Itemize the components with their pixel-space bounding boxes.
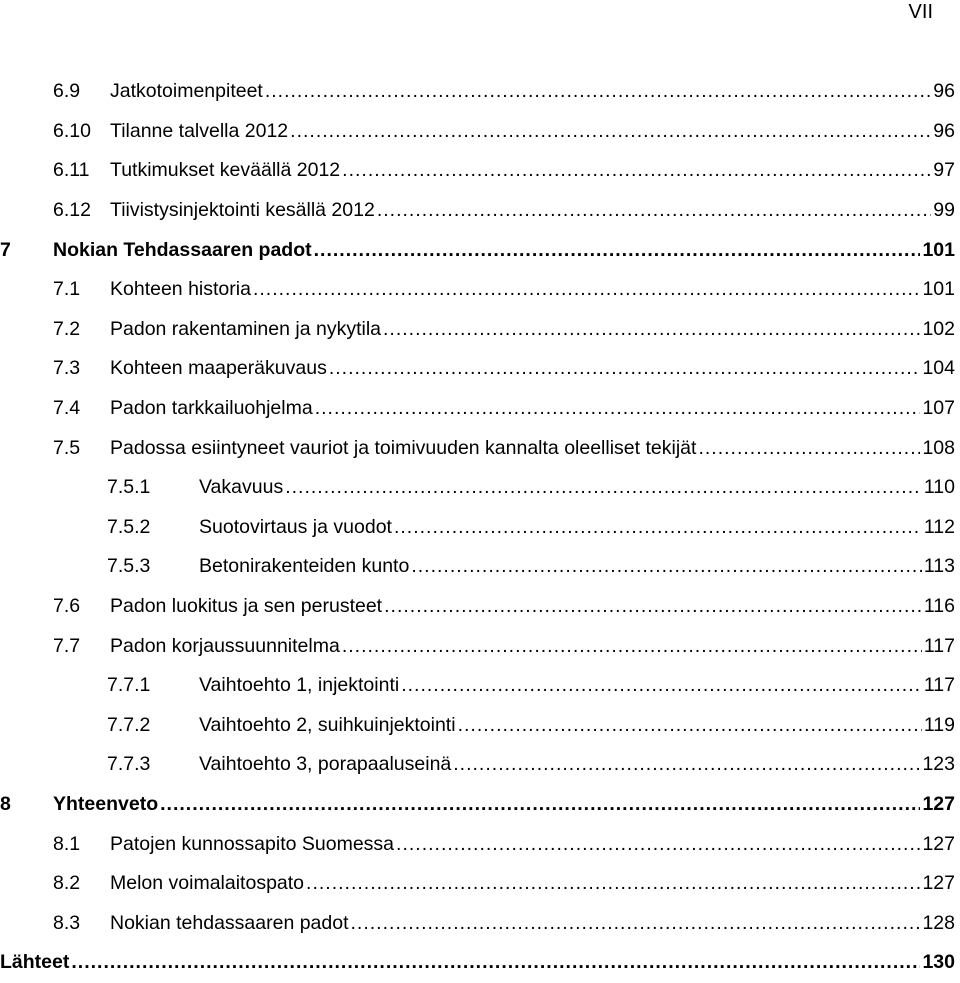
toc-entry-number: 8.3 (53, 911, 81, 934)
toc-entry[interactable] (0, 191, 955, 231)
toc-entry-page: 119 (923, 713, 955, 736)
toc-entry[interactable] (0, 626, 955, 666)
dot-leader (384, 595, 922, 618)
toc-entry-title: Melon voimalaitospato (110, 872, 305, 895)
toc-entry-title: Patojen kunnossapito Suomessa (110, 832, 395, 855)
toc-entry-title: Vaihtoehto 1, injektointi (199, 674, 400, 697)
dot-leader (453, 753, 920, 776)
toc-entry-page: 113 (923, 555, 955, 578)
toc-entry-title: Padossa esiintyneet vauriot ja toimivuuden kannalta oleelliset tekijät (110, 436, 697, 459)
dot-leader (394, 516, 922, 539)
toc-entry[interactable] (0, 547, 955, 587)
toc-entry-number: 7.5.2 (107, 515, 151, 538)
toc-entry-line (110, 833, 955, 856)
toc-entry-page: 101 (922, 278, 955, 301)
dot-leader (396, 833, 920, 856)
toc-entry-page: 123 (922, 753, 955, 776)
toc-entry-page: 101 (922, 238, 955, 261)
toc-entry[interactable] (0, 468, 955, 508)
table-of-contents (0, 72, 955, 983)
toc-entry-page: 127 (922, 832, 955, 855)
dot-leader (383, 318, 920, 341)
toc-entry-page: 102 (922, 317, 955, 340)
toc-entry-page: 108 (922, 436, 955, 459)
toc-entry-title: Kohteen maaperäkuvaus (110, 357, 327, 380)
toc-entry-title: Padon rakentaminen ja nykytila (110, 317, 381, 340)
toc-entry-title: Padon luokitus ja sen perusteet (110, 595, 383, 618)
toc-entry-number: 7.1 (53, 278, 81, 301)
toc-entry-number: 7.5.1 (107, 476, 151, 499)
toc-entry-line (53, 239, 955, 262)
toc-entry-title: Betonirakenteiden kunto (199, 555, 410, 578)
toc-entry-number: 7.5 (53, 436, 81, 459)
toc-entry-title: Padon korjaussuunnitelma (110, 634, 340, 657)
toc-entry[interactable] (0, 112, 955, 152)
toc-entry-title: Vakavuus (199, 476, 284, 499)
toc-entry-line (199, 674, 955, 697)
dot-leader (342, 635, 922, 658)
toc-entry-number: 7.4 (53, 397, 81, 420)
dot-leader (401, 674, 922, 697)
toc-entry-line (53, 793, 955, 816)
toc-entry-title: Yhteenveto (53, 792, 159, 815)
dot-leader (306, 872, 920, 895)
toc-entry[interactable] (0, 389, 955, 429)
toc-entry-page: 99 (933, 199, 955, 222)
dot-leader (290, 120, 931, 143)
toc-entry[interactable] (0, 508, 955, 548)
toc-entry[interactable] (0, 270, 955, 310)
toc-entry-line (199, 753, 955, 776)
toc-entry-line (110, 635, 955, 658)
toc-entry-title: Tutkimukset keväällä 2012 (110, 159, 341, 182)
toc-entry-number: 8 (0, 792, 11, 815)
toc-entry-number: 6.9 (53, 80, 81, 103)
dot-leader (329, 357, 921, 380)
page-number: VII (908, 1, 933, 23)
toc-entry-page: 116 (923, 595, 955, 618)
toc-entry-number: 6.12 (53, 199, 91, 222)
toc-entry[interactable] (0, 349, 955, 389)
toc-entry-page: 127 (922, 792, 955, 815)
toc-entry[interactable] (0, 943, 955, 983)
toc-entry-page: 128 (922, 911, 955, 934)
toc-entry-line (110, 357, 955, 380)
toc-entry-title: Vaihtoehto 3, porapaaluseinä (199, 753, 452, 776)
toc-entry[interactable] (0, 428, 955, 468)
toc-entry-line (110, 159, 955, 182)
toc-entry-title: Jatkotoimenpiteet (110, 80, 263, 103)
toc-entry-page: 117 (923, 674, 955, 697)
dot-leader (314, 239, 921, 262)
toc-entry-line (110, 199, 955, 222)
toc-entry-line (0, 951, 955, 974)
toc-entry-line (110, 80, 955, 103)
toc-entry-page: 130 (922, 951, 955, 974)
dot-leader (458, 714, 922, 737)
dot-leader (698, 437, 920, 460)
toc-entry[interactable] (0, 72, 955, 112)
toc-entry-number: 7.7.2 (107, 713, 151, 736)
toc-entry-page: 112 (923, 515, 955, 538)
toc-entry-number: 8.1 (53, 832, 81, 855)
toc-entry-line (110, 437, 955, 460)
toc-entry[interactable] (0, 864, 955, 904)
toc-entry-number: 8.2 (53, 872, 81, 895)
toc-entry-line (199, 516, 955, 539)
toc-entry[interactable] (0, 666, 955, 706)
toc-entry[interactable] (0, 824, 955, 864)
toc-entry-page: 96 (933, 80, 955, 103)
toc-entry[interactable] (0, 151, 955, 191)
toc-entry-number: 7.2 (53, 317, 81, 340)
toc-entry-page: 107 (922, 397, 955, 420)
toc-entry-title: Tilanne talvella 2012 (110, 119, 289, 142)
toc-entry-line (199, 476, 955, 499)
toc-entry-number: 7.7 (53, 634, 81, 657)
toc-entry-title: Nokian Tehdassaaren padot (53, 238, 312, 261)
toc-entry-line (110, 318, 955, 341)
toc-entry-title: Padon tarkkailuohjelma (110, 397, 313, 420)
toc-entry-number: 7.7.1 (107, 674, 151, 697)
toc-entry[interactable] (0, 745, 955, 785)
toc-entry-title: Suotovirtaus ja vuodot (199, 515, 392, 538)
dot-leader (160, 793, 920, 816)
toc-entry-line (110, 872, 955, 895)
toc-entry-number: 6.11 (53, 159, 90, 182)
toc-entry-line (199, 555, 955, 578)
toc-entry-line (110, 912, 955, 935)
toc-entry-number: 7.7.3 (107, 753, 151, 776)
toc-entry[interactable] (0, 587, 955, 627)
toc-entry-number: 7 (0, 238, 11, 261)
dot-leader (351, 912, 921, 935)
toc-entry-number: 7.5.3 (107, 555, 151, 578)
toc-entry-line (110, 278, 955, 301)
dot-leader (253, 278, 921, 301)
toc-entry-line (110, 595, 955, 618)
toc-entry-number: 7.6 (53, 595, 81, 618)
toc-entry-page: 110 (923, 476, 955, 499)
toc-entry-page: 96 (933, 119, 955, 142)
toc-entry-line (110, 120, 955, 143)
toc-entry-number: 7.3 (53, 357, 81, 380)
toc-entry-number: 6.10 (53, 119, 91, 142)
toc-entry-page: 117 (923, 634, 955, 657)
toc-entry-line (199, 714, 955, 737)
toc-entry[interactable] (0, 903, 955, 943)
toc-entry[interactable] (0, 230, 955, 270)
toc-entry-line (110, 397, 955, 420)
dot-leader (71, 951, 920, 974)
dot-leader (377, 199, 931, 222)
dot-leader (411, 555, 922, 578)
toc-entry-title: Lähteet (0, 951, 70, 974)
dot-leader (265, 80, 931, 103)
toc-entry-page: 104 (922, 357, 955, 380)
toc-entry[interactable] (0, 310, 955, 350)
toc-entry-page: 127 (922, 872, 955, 895)
toc-entry-page: 97 (933, 159, 955, 182)
dot-leader (285, 476, 922, 499)
toc-entry-title: Kohteen historia (110, 278, 251, 301)
dot-leader (342, 159, 931, 182)
toc-entry-title: Vaihtoehto 2, suihkuinjektointi (199, 713, 456, 736)
toc-entry[interactable] (0, 706, 955, 746)
toc-entry-title: Nokian tehdassaaren padot (110, 911, 349, 934)
toc-entry-title: Tiivistysinjektointi kesällä 2012 (110, 199, 375, 222)
toc-entry[interactable] (0, 785, 955, 825)
dot-leader (315, 397, 921, 420)
